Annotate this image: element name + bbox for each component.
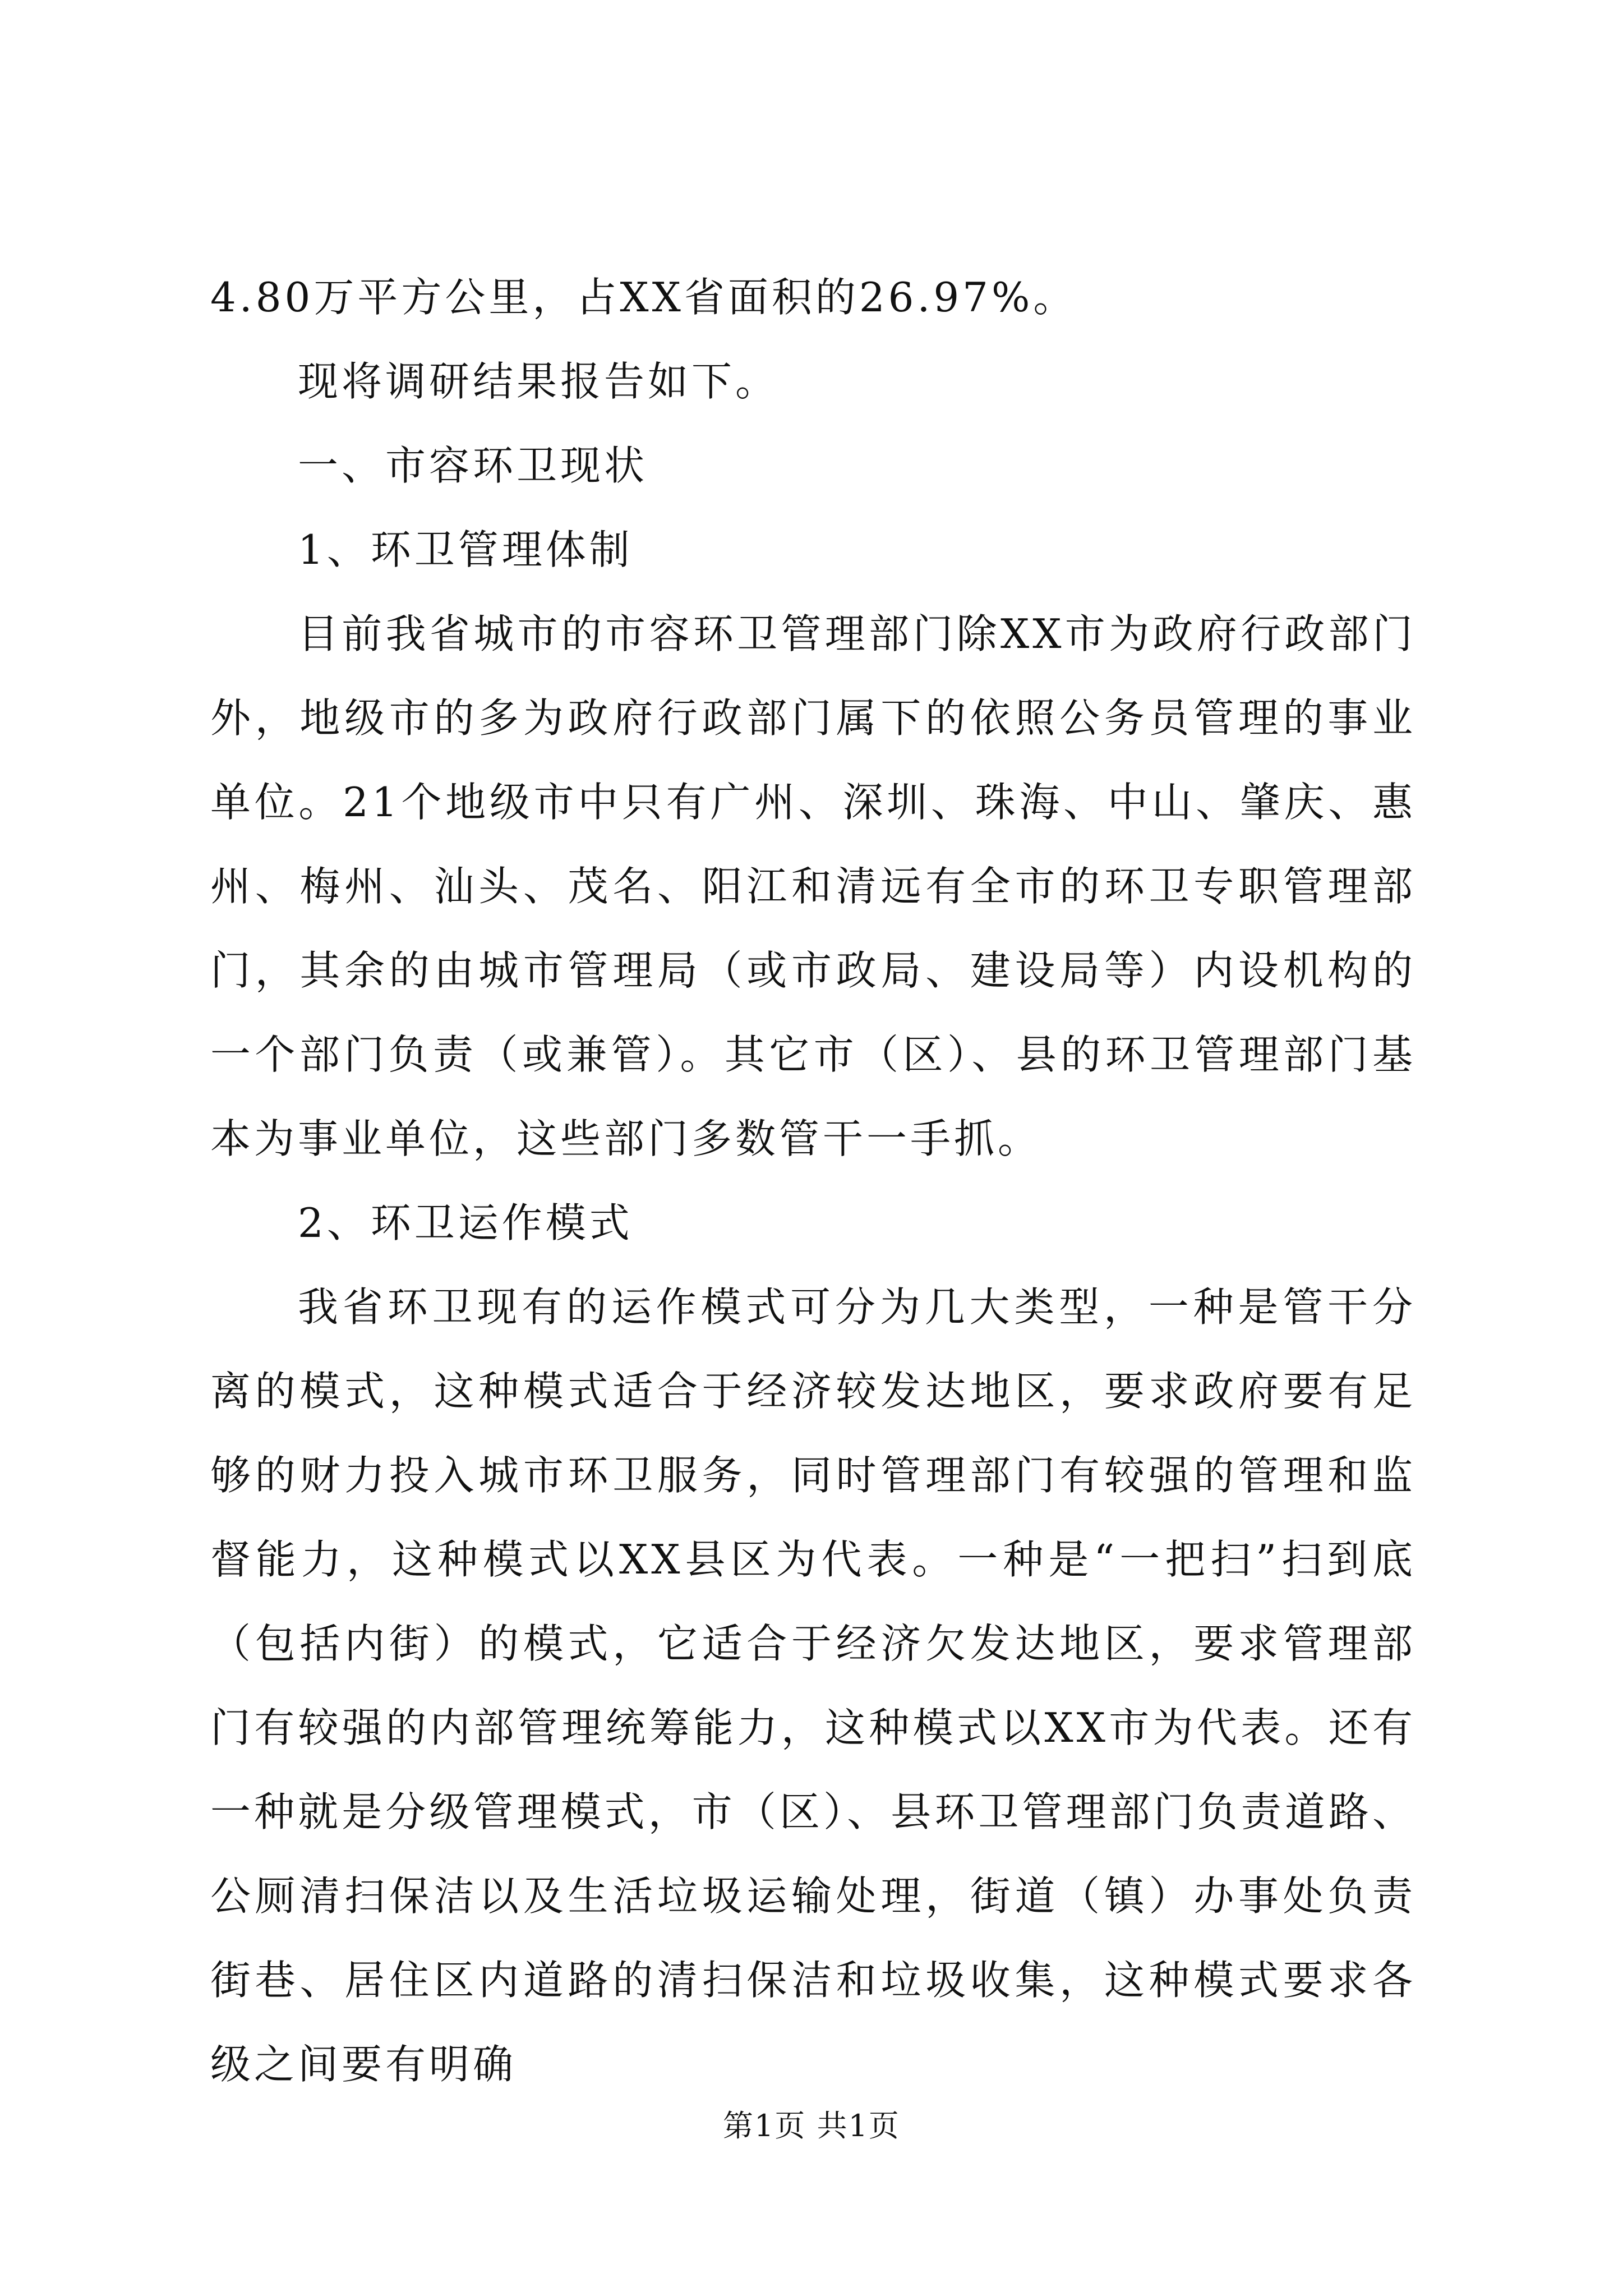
document-body (210, 255, 1416, 2106)
paragraph-report-intro: 现将调研结果报告如下。 (298, 358, 780, 405)
page-footer: 第1页 共1页 (723, 2108, 900, 2143)
paragraph-operation-mode: 我省环卫现有的运作模式可分为几大类型，一种是管干分离的模式，这种模式适合于经济较发达地区，要求政府要有足够的财力投入城市环卫服务，同时管理部门有较强的管理和监督能力，这种模式以XX县区为代表。一种是“一把扫”扫到底（包括内街）的模式，它适合于经济欠发达地区，要求管理部门有较强的内部管理统筹能力，这种模式以XX市为代表。还有一种就是分级管理模式，市（区）、县环卫管理部门负责道路、公厕清扫保洁以及生活垃圾运输处理，街道（镇）办事处负责街巷、居住区内道路的清扫保洁和垃圾收集，这种模式要求各级之间要有明确 (210, 1283, 1416, 2088)
subheading-management-system: 1、环卫管理体制 (298, 526, 633, 573)
subheading-operation-mode: 2、环卫运作模式 (298, 1199, 633, 1246)
paragraph-management-system: 目前我省城市的市容环卫管理部门除XX市为政府行政部门外，地级市的多为政府行政部门属下的依照公务员管理的事业单位。21个地级市中只有广州、深圳、珠海、中山、肇庆、惠州、梅州、汕头、茂名、阳江和清远有全市的环卫专职管理部门，其余的由城市管理局（或市政局、建设局等）内设机构的一个部门负责（或兼管）。其它市（区）、县的环卫管理部门基本为事业单位，这些部门多数管干一手抓。 (210, 610, 1416, 1162)
section-heading-status: 一、市容环卫现状 (298, 442, 648, 489)
paragraph-area-figure: 4.80万平方公里，占XX省面积的26.97%。 (210, 274, 1077, 321)
